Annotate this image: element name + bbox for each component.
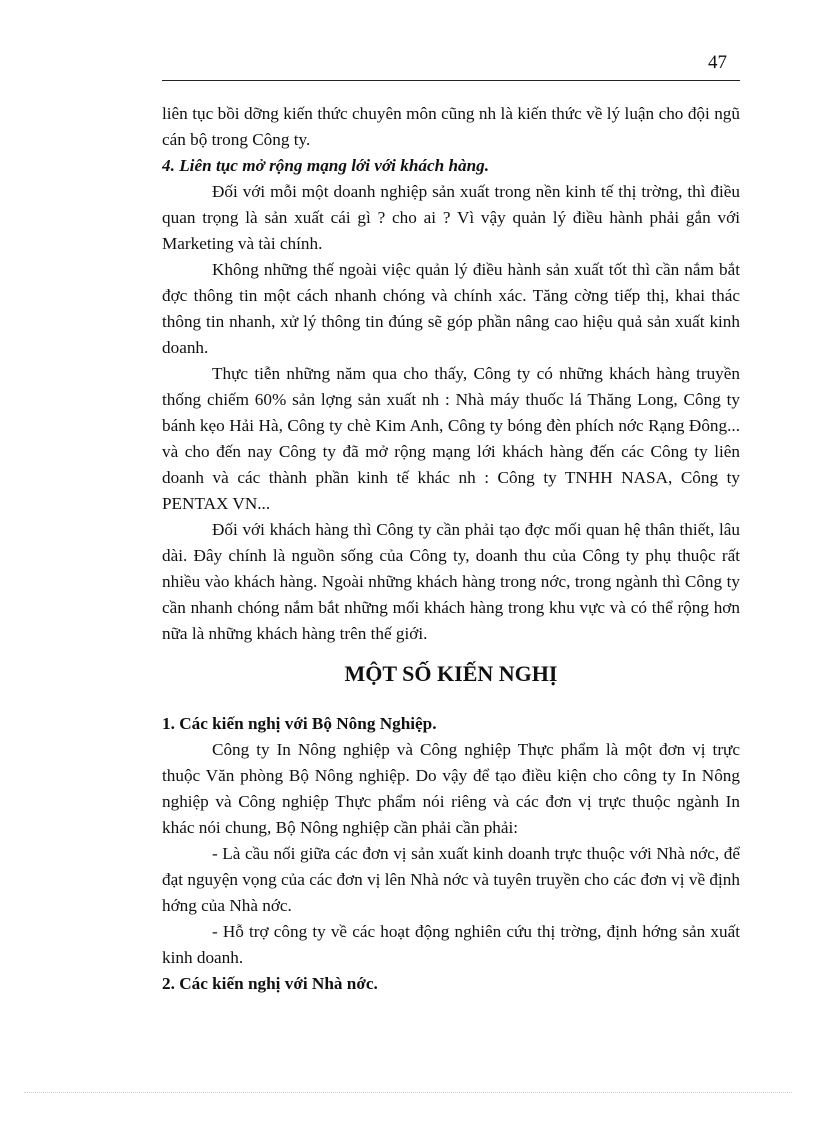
paragraph: Đối với khách hàng thì Công ty cần phải tạo đợc mối quan hệ thân thiết, lâu dài. Đây chính là nguồn sống của Công ty, doanh thu của Công ty phụ thuộc rất nhiều vào khách hàng. Ngoài những khách hàng trong nớc, trong ngành thì Công ty cần nhanh chóng nắm bắt những mối khách hàng trong khu vực và có thể rộng hơn nữa là những khách hàng trên thế giới. — [162, 520, 740, 643]
subsection-heading-4: 4. Liên tục mở rộng mạng lới với khách hàng. — [162, 156, 490, 175]
list-item: - Là cầu nối giữa các đơn vị sản xuất kinh doanh trực thuộc với Nhà nớc, để đạt nguyện vọng của các đơn vị lên Nhà nớc và tuyên truyền cho các đơn vị về định hớng của Nhà nớc. — [162, 844, 740, 915]
paragraph: liên tục bồi dỡng kiến thức chuyên môn cũng nh là kiến thức về lý luận cho đội ngũ cán bộ trong Công ty. — [162, 104, 740, 149]
paragraph: Đối với mỗi một doanh nghiệp sản xuất trong nền kinh tế thị trờng, thì điều quan trọng là sản xuất cái gì ? cho ai ? Vì vậy quản lý điều hành phải gắn với Marketing và tài chính. — [162, 182, 740, 253]
page-number: 47 — [708, 52, 727, 73]
paragraph: Công ty In Nông nghiệp và Công nghiệp Thực phẩm là một đơn vị trực thuộc Văn phòng Bộ Nông nghiệp. Do vậy để tạo điều kiện cho công ty In Nông nghiệp và Công nghiệp Thực phẩm nói riêng và các đơn vị trực thuộc ngành In khác nói chung, Bộ Nông nghiệp cần phải cần phải: — [162, 740, 740, 837]
header-rule — [162, 80, 740, 81]
footer-divider — [24, 1092, 792, 1093]
heading-recommendations-state: 2. Các kiến nghị với Nhà nớc. — [162, 974, 378, 993]
section-title: MỘT SỐ KIẾN NGHỊ — [344, 661, 558, 686]
paragraph: Thực tiễn những năm qua cho thấy, Công ty có những khách hàng truyền thống chiếm 60% sản lợng sản xuất nh : Nhà máy thuốc lá Thăng Long, Công ty bánh kẹo Hải Hà, Công ty chè Kim Anh, Công ty bóng đèn phích nớc Rạng Đông... và cho đến nay Công ty đã mở rộng mạng lới khách hàng đến các Công ty liên doanh và các thành phần kinh tế khác nh : Công ty TNHH NASA, Công ty PENTAX VN... — [162, 364, 740, 513]
heading-recommendations-ministry: 1. Các kiến nghị với Bộ Nông Nghiệp. — [162, 714, 437, 733]
document-body — [162, 101, 740, 997]
list-item: - Hỗ trợ công ty về các hoạt động nghiên cứu thị trờng, định hớng sản xuất kinh doanh. — [162, 922, 740, 967]
paragraph: Không những thế ngoài việc quản lý điều hành sản xuất tốt thì cần nắm bắt đợc thông tin một cách nhanh chóng và chính xác. Tăng cờng tiếp thị, khai thác thông tin nhanh, xử lý thông tin đúng sẽ góp phần nâng cao hiệu quả sản xuất kinh doanh. — [162, 260, 740, 357]
